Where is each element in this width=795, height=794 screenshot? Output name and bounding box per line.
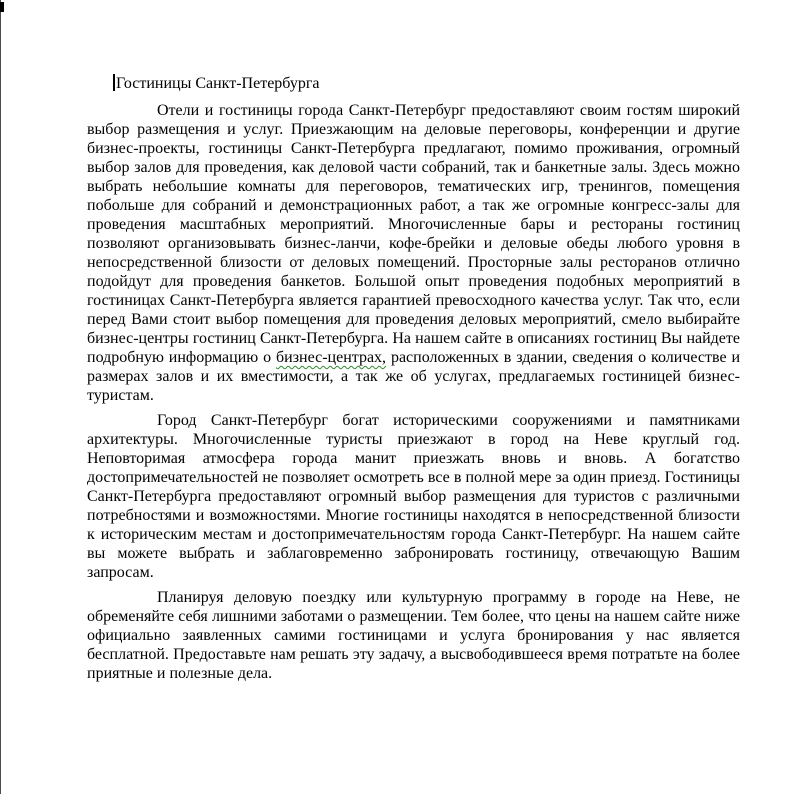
paragraph-city-tourists[interactable]: Город Санкт-Петербург богат историческими сооружениями и памятниками архитектуры. Многочисленные туристы приезжают в город на Неве круглый год. Неповторимая атмосфера города манит приезжать вновь и вновь. А богатство достопримечательностей не позволяет осмотреть все в полной мере за один приезд. Гостиницы Санкт-Петербурга предоставляют огромный выбор размещения для туристов с различными потребностями и возможностями. Многие гостиницы находятся в непосредственной близости к историческим местам и достопримечательностям города Санкт-Петербург. На нашем сайте вы можете выбрать и заблаговременно забронировать гостиницу, отвечающую Вашим запросам. — [87, 412, 740, 581]
page-left-edge-line — [0, 0, 1, 794]
paragraph-hotels-business[interactable] — [87, 101, 740, 405]
document-title[interactable] — [113, 74, 740, 93]
paragraph-1-text-after: расположенных в здании, сведения о количестве и размерах залов и их вместимости, а так же об услугах, предлагаемых гостиницей бизнес-туристам. — [87, 349, 740, 404]
grammar-flagged-word[interactable]: бизнес-центрах, — [276, 349, 387, 366]
corner-artifact-mark — [0, 2, 4, 12]
document-title-text: Гостиницы Санкт-Петербурга — [116, 75, 320, 92]
paragraph-1-text-before: Отели и гостиницы города Санкт-Петербург предоставляют своим гостям широкий выбор размещения и услуг. Приезжающим на деловые переговоры, конференции и другие бизнес-проекты, гостиницы Санкт-Петербурга предлагают, помимо проживания, огромный выбор залов для проведения, как деловой части собраний, так и банкетные залы. Здесь можно выбрать небольшие комнаты для переговоров, тематических игр, тренингов, помещения побольше для собраний и демонстрационных работ, а так же огромные конгресс-залы для проведения масштабных мероприятий. Многочисленные бары и рестораны гостиниц позволяют организовывать бизнес-ланчи, кофе-брейки и деловые обеды любого уровня в непосредственной близости от деловых помещений. Просторные залы ресторанов отлично подойдут для проведения банкетов. Большой опыт проведения подобных мероприятий в гостиницах Санкт-Петербурга является гарантией превосходного качества услуг. Так что, если перед Вами стоит выбор помещения для проведения деловых мероприятий, смело выбирайте бизнес-центры гостиниц Санкт-Петербурга. На нашем сайте в описаниях гостиниц Вы найдете подробную информацию о — [87, 102, 740, 366]
paragraph-booking-offer[interactable]: Планируя деловую поездку или культурную программу в городе на Неве, не обременяйте себя лишними заботами о размещении. Тем более, что цены на нашем сайте ниже официально заявленных самими гостиницами и услуга бронирования у нас является бесплатной. Предоставьте нам решать эту задачу, а высвободившееся время потратьте на более приятные и полезные дела. — [87, 589, 740, 682]
document-edit-area[interactable] — [87, 74, 740, 683]
text-cursor — [113, 74, 115, 91]
